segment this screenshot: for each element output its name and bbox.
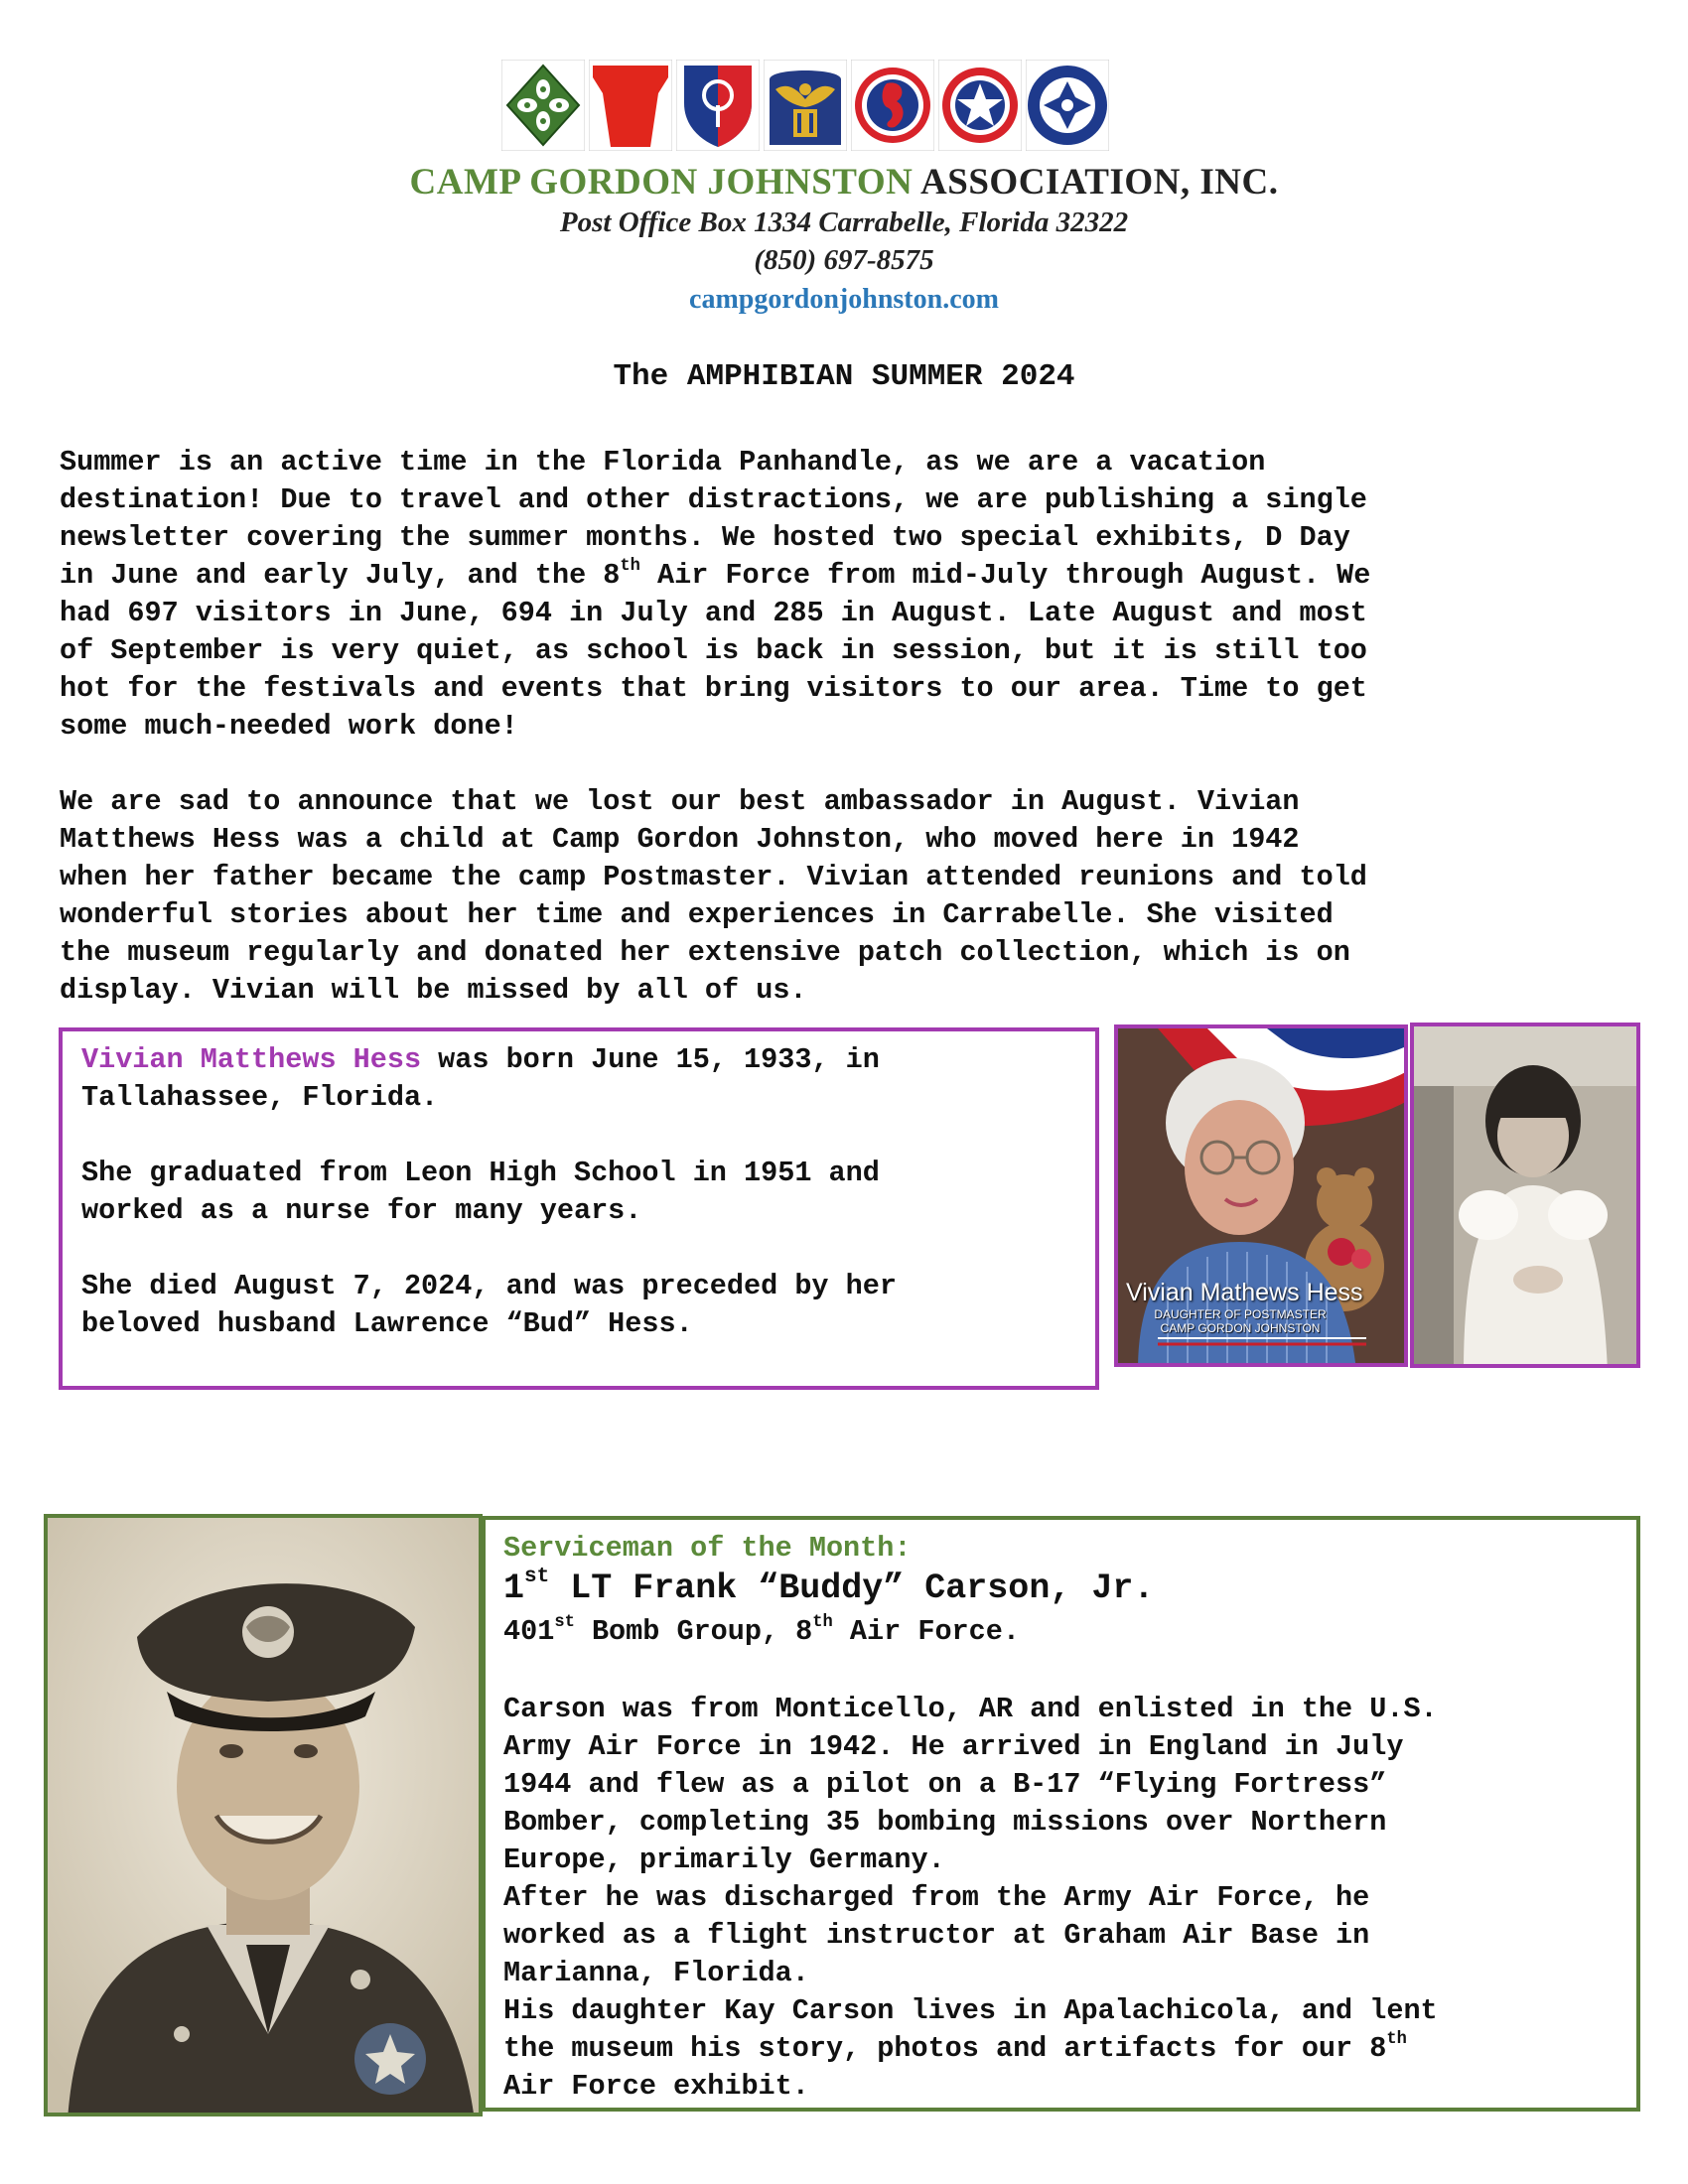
group-sup1: st <box>554 1612 575 1632</box>
organization-name <box>0 161 1688 204</box>
name-sup: st <box>524 1566 550 1589</box>
group-rest: Air Force. <box>832 1615 1020 1648</box>
vivian-portrait-photo <box>1114 1024 1408 1367</box>
intro-p1-sup: th <box>620 556 640 576</box>
vivian-childhood-photo <box>1410 1023 1640 1368</box>
obituary-birth: was born June 15, 1933, in Tallahassee, Florida. <box>81 1043 880 1114</box>
shield-division-patch-icon <box>676 60 760 151</box>
photo-caption-name: Vivian Mathews Hess <box>1126 1279 1363 1306</box>
org-name-dark: ASSOCIATION, INC. <box>920 162 1279 203</box>
bio-sup: th <box>1386 2029 1407 2049</box>
seahorse-patch-icon <box>851 60 934 151</box>
serviceman-label: Serviceman of the Month: <box>503 1532 912 1565</box>
eagle-patch-icon <box>764 60 847 151</box>
carson-portrait-photo <box>44 1514 483 2116</box>
phone-number: (850) 697-8575 <box>754 244 934 276</box>
photo-caption <box>1126 1279 1404 1335</box>
obituary-line-3: She died August 7, 2024, and was preceded by her beloved husband Lawrence “Bud” Hess. <box>81 1270 897 1340</box>
intro-paragraph-1 <box>60 444 1648 746</box>
intro-paragraph-2: We are sad to announce that we lost our best ambassador in August. Vivian Matthews Hess was a child at Camp Gordon Johnston, who moved here in 1942 when her father became the camp Postmaster. Vivian attended reunions and told wonderful stories about her time and experiences in Carrabelle. She visited the museum regularly and donated her extensive patch collection, which is on display. Vivian will be missed by all of us. <box>60 785 1367 1007</box>
serviceman-biography <box>503 1691 1625 2106</box>
photo-caption-sub2: CAMP GORDON JOHNSTON <box>1160 1321 1321 1335</box>
intro-p1-part2: Air Force from mid-July through August. We had 697 visitors in June, 694 in July and 285 in August. Late August and most of September is very quiet, as school is back in session, but it is still too hot for the festivals and events that bring visitors to our area. Time to get some much-needed work done! <box>60 559 1371 743</box>
star-circle-patch-icon <box>938 60 1022 151</box>
website-link[interactable]: campgordonjohnston.com <box>689 284 999 315</box>
ivy-division-patch-icon <box>501 60 585 151</box>
keystone-patch-icon <box>589 60 672 151</box>
serviceman-name <box>503 1566 1155 1608</box>
postal-address: Post Office Box 1334 Carrabelle, Florida 32322 <box>559 206 1129 238</box>
obituary-line-2: She graduated from Leon High School in 1951 and worked as a nurse for many years. <box>81 1157 880 1227</box>
obituary-name: Vivian Matthews Hess <box>81 1043 422 1076</box>
compass-patch-icon <box>1026 60 1109 151</box>
org-name-green: CAMP GORDON JOHNSTON <box>409 162 914 203</box>
intro-p1-part1: Summer is an active time in the Florida Panhandle, as we are a vacation destination! Due to travel and other distractions, we are publishing a single newsletter covering the summer months. We hosted two special exhibits, D Day in June and early July, and the 8 <box>60 446 1367 592</box>
serviceman-unit <box>503 1612 1020 1648</box>
obituary-line-1 <box>81 1041 1084 1117</box>
name-pre: 1 <box>503 1569 525 1608</box>
newsletter-title: The AMPHIBIAN SUMMER 2024 <box>613 359 1075 394</box>
photo-caption-sub1: DAUGHTER OF POSTMASTER <box>1154 1307 1327 1321</box>
group-pre: 401 <box>503 1615 555 1648</box>
group-mid: Bomb Group, 8 <box>574 1615 813 1648</box>
bio-part1: Carson was from Monticello, AR and enlisted in the U.S. Army Air Force in 1942. He arrived in England in July 1944 and flew as a pilot on a B-17 “Flying Fortress” Bomber, completing 35 bombing missions over Northern Europe, primarily Germany. After he was discharged from the Army Air Force, he worked as a flight instructor at Graham Air Base in Marianna, Florida. His daughter Kay Carson lives in Apalachicola, and lent the museum his story, photos and artifacts for our 8 <box>503 1693 1438 2065</box>
bio-part2: Air Force exhibit. <box>503 2070 809 2103</box>
group-sup2: th <box>812 1612 833 1632</box>
name-rest: LT Frank “Buddy” Carson, Jr. <box>549 1569 1155 1608</box>
